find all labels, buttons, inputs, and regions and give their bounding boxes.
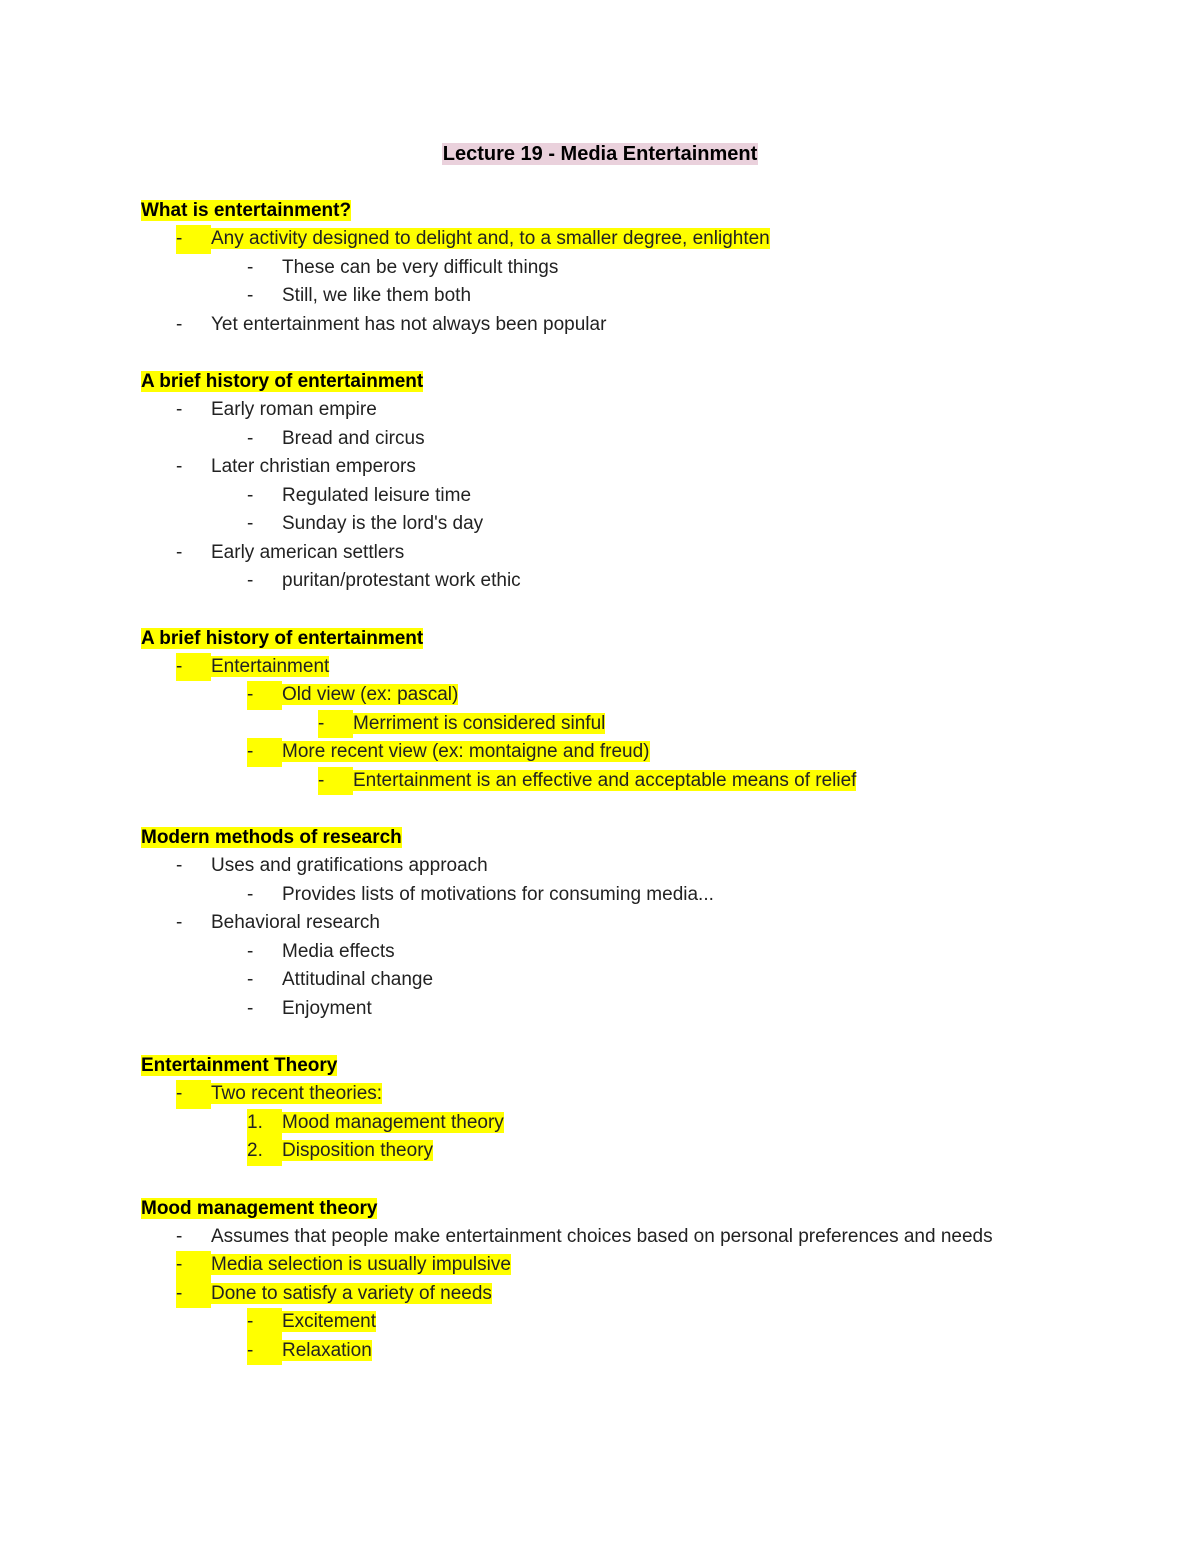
bullet-dash: -: [247, 997, 254, 1019]
list-item-text: These can be very difficult things: [282, 256, 559, 278]
page-title: Lecture 19 - Media Entertainment: [442, 143, 758, 165]
bullet-dash: -: [176, 399, 183, 420]
title-row: [0, 140, 1200, 168]
list-item-text: Bread and circus: [282, 427, 425, 449]
list-item-text: Entertainment is an effective and acceptable means of relief: [353, 769, 857, 791]
bullet-dash: -: [247, 427, 254, 449]
bullet-dash: -: [176, 1280, 211, 1309]
list-item: [141, 710, 1061, 739]
bullet-dash: -: [247, 484, 254, 506]
list-item: [141, 1337, 1061, 1366]
list-item-text: Media selection is usually impulsive: [211, 1254, 511, 1275]
section: [141, 625, 1061, 796]
list-item: [141, 1251, 1061, 1280]
list-item: [141, 738, 1061, 767]
section-heading: [141, 197, 1061, 225]
list-item-text: Provides lists of motivations for consuming media...: [282, 883, 714, 905]
section-heading-text: Modern methods of research: [141, 827, 402, 848]
bullet-dash: -: [176, 225, 211, 254]
bullet-dash: -: [176, 653, 211, 682]
list-item-text: Excitement: [282, 1311, 376, 1332]
bullet-dash: -: [247, 1308, 282, 1337]
list-item: [141, 909, 1061, 938]
bullet-dash: -: [247, 883, 254, 905]
section-heading: [141, 625, 1061, 653]
list-item: [141, 881, 1061, 910]
section: [141, 1195, 1061, 1366]
list-item: [141, 453, 1061, 482]
list-item-text: Early roman empire: [211, 399, 377, 420]
bullet-dash: -: [247, 969, 254, 990]
list-item-text: Attitudinal change: [282, 969, 434, 990]
list-item-text: Mood management theory: [282, 1111, 504, 1133]
list-item-text: Two recent theories:: [211, 1083, 383, 1104]
list-item: [141, 966, 1061, 995]
bullet-dash: -: [176, 1225, 183, 1247]
list-item: [141, 254, 1061, 283]
list-item: [141, 567, 1061, 596]
list-item-text: Early american settlers: [211, 541, 405, 563]
section: [141, 824, 1061, 1023]
list-item: [141, 482, 1061, 511]
list-item: [141, 225, 1061, 254]
list-item-text: Disposition theory: [282, 1140, 434, 1161]
bullet-dash: -: [247, 681, 282, 710]
bullet-dash: -: [176, 912, 183, 933]
list-item: [141, 1223, 1061, 1252]
bullet-dash: -: [318, 767, 353, 796]
list-item: [141, 681, 1061, 710]
bullet-dash: -: [318, 710, 353, 739]
bullet-dash: -: [176, 855, 183, 876]
list-item-text: Yet entertainment has not always been popular: [211, 313, 607, 335]
list-item-text: Enjoyment: [282, 997, 372, 1019]
list-item-text: Merriment is considered sinful: [353, 712, 606, 734]
bullet-dash: -: [176, 1251, 211, 1280]
section: [141, 197, 1061, 339]
section-heading-text: Mood management theory: [141, 1197, 378, 1219]
bullet-dash: -: [247, 738, 282, 767]
bullet-dash: -: [247, 1337, 282, 1366]
list-item: [141, 1308, 1061, 1337]
list-item: [141, 425, 1061, 454]
list-item: [141, 396, 1061, 425]
bullet-dash: -: [247, 285, 254, 306]
list-item: [141, 653, 1061, 682]
bullet-dash: -: [176, 313, 183, 335]
list-item-text: Later christian emperors: [211, 456, 416, 477]
list-item-text: Assumes that people make entertainment choices based on personal preferences and needs: [211, 1225, 993, 1247]
section-heading: [141, 368, 1061, 396]
list-number: 2.: [247, 1137, 282, 1166]
section: [141, 368, 1061, 596]
bullet-dash: -: [247, 256, 254, 278]
list-item-text: Sunday is the lord's day: [282, 513, 484, 534]
list-item: [141, 510, 1061, 539]
section-heading-text: Entertainment Theory: [141, 1055, 338, 1076]
list-item: [141, 852, 1061, 881]
list-item-text: Still, we like them both: [282, 285, 472, 306]
bullet-dash: -: [247, 940, 254, 962]
list-item-text: Behavioral research: [211, 912, 380, 933]
list-item: [141, 767, 1061, 796]
list-item-text: Entertainment: [211, 655, 330, 677]
list-item-text: Done to satisfy a variety of needs: [211, 1282, 492, 1304]
section-heading-text: What is entertainment?: [141, 200, 352, 221]
bullet-dash: -: [247, 513, 254, 534]
list-item: [141, 539, 1061, 568]
section-heading-text: A brief history of entertainment: [141, 627, 424, 649]
list-item: [141, 1280, 1061, 1309]
bullet-dash: -: [176, 1080, 211, 1109]
list-item-text: Relaxation: [282, 1339, 372, 1361]
list-item: [141, 938, 1061, 967]
list-item: [141, 282, 1061, 311]
list-item: [141, 1080, 1061, 1109]
list-item: [141, 995, 1061, 1024]
list-item-text: Uses and gratifications approach: [211, 855, 488, 876]
section-heading: [141, 1195, 1061, 1223]
section-heading: [141, 1052, 1061, 1080]
list-item-text: More recent view (ex: montaigne and freud): [282, 741, 650, 762]
list-item: [141, 311, 1061, 340]
bullet-dash: -: [176, 456, 183, 477]
section: [141, 1052, 1061, 1166]
section-heading: [141, 824, 1061, 852]
bullet-dash: -: [247, 570, 254, 591]
list-item-text: Old view (ex: pascal): [282, 684, 459, 705]
list-item: [141, 1109, 1061, 1138]
document-body: [141, 197, 1061, 1394]
section-heading-text: A brief history of entertainment: [141, 371, 424, 392]
bullet-dash: -: [176, 541, 183, 563]
list-number: 1.: [247, 1109, 282, 1138]
list-item-text: Any activity designed to delight and, to a smaller degree, enlighten: [211, 228, 770, 249]
list-item-text: Media effects: [282, 940, 395, 962]
list-item: [141, 1137, 1061, 1166]
list-item-text: Regulated leisure time: [282, 484, 472, 506]
list-item-text: puritan/protestant work ethic: [282, 570, 521, 591]
